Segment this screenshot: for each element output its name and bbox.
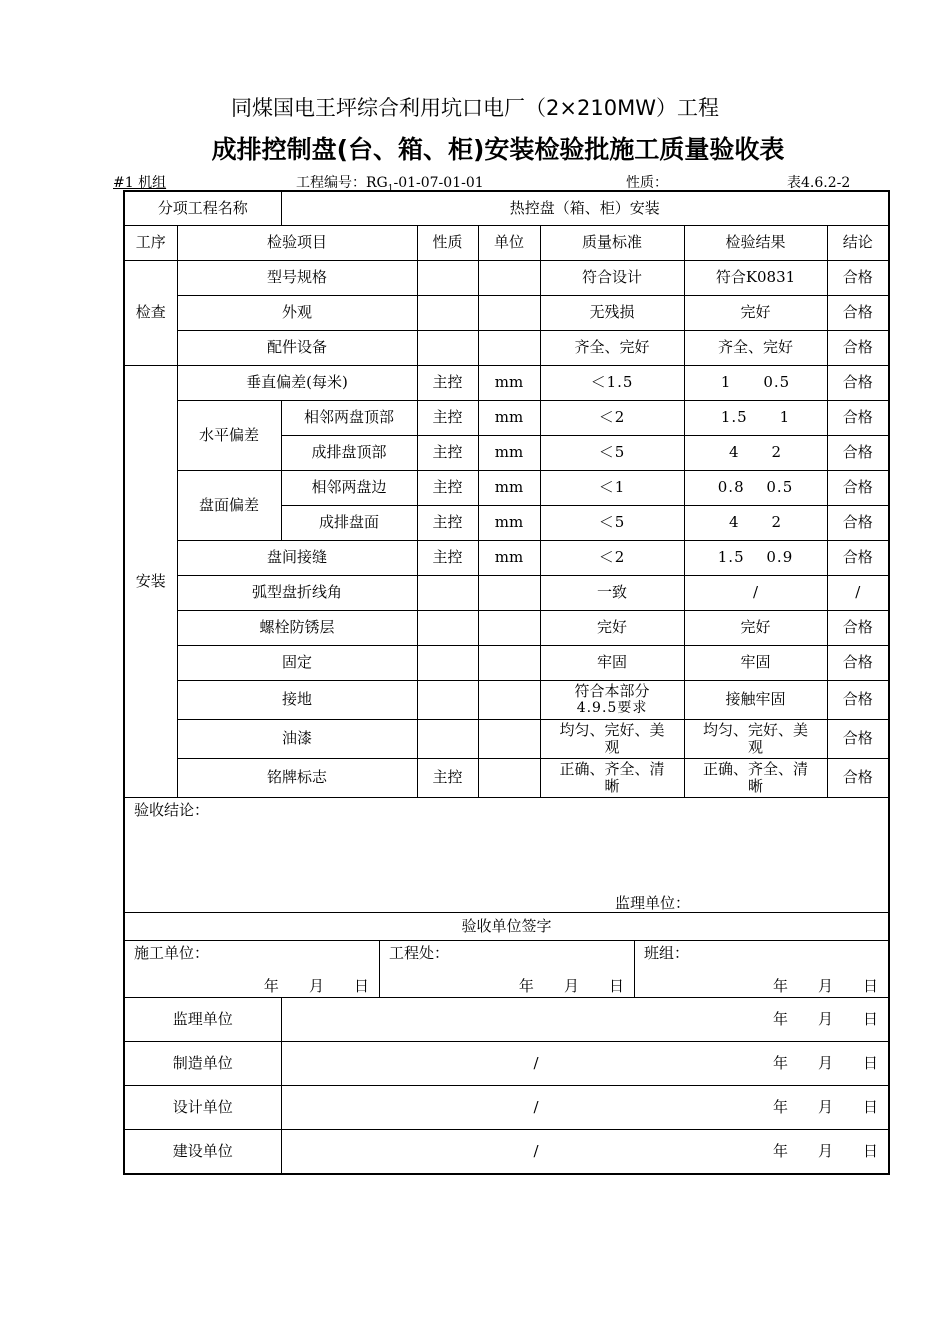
item-unit: mm bbox=[478, 435, 540, 470]
date-day: 日 bbox=[863, 1141, 879, 1160]
unit-sign-box bbox=[282, 1130, 889, 1173]
form-title: 成排控制盘(台、箱、柜)安装检验批施工质量验收表 bbox=[211, 135, 785, 164]
unit-date bbox=[773, 1143, 878, 1160]
date-month: 月 bbox=[817, 1009, 833, 1028]
date-year: 年 bbox=[772, 1009, 788, 1028]
item-name: 型号规格 bbox=[177, 260, 417, 295]
item-conclusion: 合格 bbox=[827, 260, 889, 295]
item-unit bbox=[478, 330, 540, 365]
date-year: 年 bbox=[772, 1053, 788, 1072]
col-process: 工序 bbox=[124, 225, 177, 260]
unit-sign-box bbox=[282, 1086, 889, 1129]
date-year: 年 bbox=[772, 1097, 788, 1116]
unit-label: #1 机组 bbox=[113, 175, 167, 191]
date-month: 月 bbox=[308, 976, 324, 995]
project-title: 同煤国电王坪综合利用坑口电厂（2×210MW）工程 bbox=[231, 96, 719, 120]
acceptance-cell bbox=[124, 797, 889, 912]
table-row bbox=[124, 365, 889, 400]
table-row bbox=[124, 610, 889, 645]
item-unit: mm bbox=[478, 365, 540, 400]
unit-sign-box bbox=[282, 998, 889, 1041]
unit-label: 设计单位 bbox=[124, 1085, 281, 1129]
item-result: / bbox=[684, 575, 827, 610]
table-row bbox=[124, 400, 889, 435]
date-month: 月 bbox=[817, 1097, 833, 1116]
date-year: 年 bbox=[518, 976, 534, 995]
item-nature bbox=[417, 330, 478, 365]
item-nature bbox=[417, 645, 478, 680]
item-unit bbox=[478, 575, 540, 610]
unit-date bbox=[773, 1011, 878, 1028]
date-day: 日 bbox=[863, 976, 879, 995]
item-nature: 主控 bbox=[417, 540, 478, 575]
unit-sign-row bbox=[124, 1129, 889, 1174]
item-name: 固定 bbox=[177, 645, 417, 680]
item-result bbox=[684, 719, 827, 758]
item-name: 垂直偏差(每米) bbox=[177, 365, 417, 400]
standard-line-1: 符合本部分 bbox=[574, 681, 650, 700]
item-nature: 主控 bbox=[417, 435, 478, 470]
date-month: 月 bbox=[817, 1053, 833, 1072]
signer-box bbox=[380, 941, 634, 997]
item-name: 配件设备 bbox=[177, 330, 417, 365]
item-unit bbox=[478, 719, 540, 758]
item-name: 螺栓防锈层 bbox=[177, 610, 417, 645]
table-row bbox=[124, 575, 889, 610]
standard-line-2: 观 bbox=[604, 737, 620, 756]
supervisor-label: 监理单位： bbox=[615, 893, 691, 912]
item-name: 弧型盘折线角 bbox=[177, 575, 417, 610]
item-result: 接触牢固 bbox=[684, 680, 827, 719]
item-standard: ＜1.5 bbox=[540, 365, 684, 400]
item-conclusion: 合格 bbox=[827, 505, 889, 540]
item-nature bbox=[417, 295, 478, 330]
unit-date bbox=[773, 1099, 878, 1116]
unit-label: 监理单位 bbox=[124, 997, 281, 1041]
item-unit bbox=[478, 758, 540, 797]
col-nature: 性质 bbox=[417, 225, 478, 260]
subproject-value: 热控盘（箱、柜）安装 bbox=[281, 191, 889, 225]
item-standard: 一致 bbox=[540, 575, 684, 610]
signer-engineering bbox=[380, 941, 635, 997]
item-name: 成排盘面 bbox=[281, 505, 417, 540]
nature-label: 性质： bbox=[626, 175, 668, 191]
unit-sign-row bbox=[124, 997, 889, 1041]
item-conclusion: 合格 bbox=[827, 540, 889, 575]
standard-line-1: 正确、齐全、清 bbox=[559, 759, 665, 778]
sign-header-row bbox=[124, 912, 889, 940]
unit-mark: / bbox=[533, 1053, 539, 1072]
signer-box bbox=[635, 941, 888, 997]
item-nature bbox=[417, 260, 478, 295]
project-number-code: -01-07-01-01 bbox=[393, 175, 484, 191]
item-name: 相邻两盘边 bbox=[281, 470, 417, 505]
unit-mark: / bbox=[533, 1097, 539, 1116]
signer-construction bbox=[125, 941, 380, 997]
item-standard: 牢固 bbox=[540, 645, 684, 680]
date-year: 年 bbox=[772, 1141, 788, 1160]
unit-sign-cell bbox=[281, 997, 889, 1041]
item-conclusion: 合格 bbox=[827, 400, 889, 435]
item-conclusion: 合格 bbox=[827, 365, 889, 400]
project-number-label: 工程编号： bbox=[296, 175, 366, 191]
signers-table bbox=[125, 941, 888, 997]
subproject-row bbox=[124, 191, 889, 225]
item-result: 1.5 1 bbox=[684, 400, 827, 435]
item-nature: 主控 bbox=[417, 365, 478, 400]
item-unit bbox=[478, 680, 540, 719]
table-row bbox=[124, 645, 889, 680]
unit-sign-row bbox=[124, 1041, 889, 1085]
item-standard: 齐全、完好 bbox=[540, 330, 684, 365]
item-conclusion: 合格 bbox=[827, 330, 889, 365]
item-result: 4 2 bbox=[684, 505, 827, 540]
item-nature bbox=[417, 610, 478, 645]
date-day: 日 bbox=[863, 1009, 879, 1028]
item-conclusion: 合格 bbox=[827, 295, 889, 330]
item-conclusion: 合格 bbox=[827, 435, 889, 470]
table-row bbox=[124, 295, 889, 330]
item-conclusion: 合格 bbox=[827, 758, 889, 797]
item-unit: mm bbox=[478, 505, 540, 540]
result-line-1: 正确、齐全、清 bbox=[703, 759, 809, 778]
date-day: 日 bbox=[863, 1097, 879, 1116]
item-standard bbox=[540, 758, 684, 797]
item-conclusion: 合格 bbox=[827, 645, 889, 680]
item-standard bbox=[540, 680, 684, 719]
item-standard: ＜2 bbox=[540, 540, 684, 575]
unit-label: 制造单位 bbox=[124, 1041, 281, 1085]
item-name: 铭牌标志 bbox=[177, 758, 417, 797]
signer-label: 施工单位： bbox=[134, 943, 210, 962]
table-row bbox=[124, 758, 889, 797]
item-standard: ＜1 bbox=[540, 470, 684, 505]
unit-sign-cell bbox=[281, 1129, 889, 1174]
date-month: 月 bbox=[817, 1141, 833, 1160]
col-standard: 质量标准 bbox=[540, 225, 684, 260]
signer-date bbox=[773, 978, 878, 995]
item-result: 完好 bbox=[684, 295, 827, 330]
item-standard bbox=[540, 719, 684, 758]
date-day: 日 bbox=[863, 1053, 879, 1072]
date-day: 日 bbox=[608, 976, 624, 995]
column-header-row bbox=[124, 225, 889, 260]
acceptance-box bbox=[125, 798, 888, 912]
table-row bbox=[124, 260, 889, 295]
item-conclusion: 合格 bbox=[827, 680, 889, 719]
item-nature bbox=[417, 719, 478, 758]
table-row bbox=[124, 540, 889, 575]
item-unit bbox=[478, 295, 540, 330]
signer-box bbox=[125, 941, 379, 997]
item-result: 完好 bbox=[684, 610, 827, 645]
subproject-label: 分项工程名称 bbox=[124, 191, 281, 225]
date-year: 年 bbox=[772, 976, 788, 995]
item-standard: 完好 bbox=[540, 610, 684, 645]
signer-label: 班组： bbox=[644, 943, 690, 962]
standard-line-2: 晰 bbox=[604, 776, 620, 795]
project-number-prefix: RG bbox=[366, 175, 388, 191]
item-result bbox=[684, 758, 827, 797]
acceptance-row bbox=[124, 797, 889, 912]
item-conclusion: 合格 bbox=[827, 470, 889, 505]
table-row bbox=[124, 330, 889, 365]
item-result: 牢固 bbox=[684, 645, 827, 680]
item-result: 0.8 0.5 bbox=[684, 470, 827, 505]
date-year: 年 bbox=[263, 976, 279, 995]
acceptance-conclusion-label: 验收结论： bbox=[134, 800, 210, 819]
signer-date bbox=[264, 978, 369, 995]
item-unit: mm bbox=[478, 470, 540, 505]
item-result: 齐全、完好 bbox=[684, 330, 827, 365]
item-conclusion: / bbox=[827, 575, 889, 610]
date-month: 月 bbox=[563, 976, 579, 995]
item-standard: 无残损 bbox=[540, 295, 684, 330]
item-standard: ＜2 bbox=[540, 400, 684, 435]
unit-label: 建设单位 bbox=[124, 1129, 281, 1174]
unit-sign-box bbox=[282, 1042, 889, 1085]
item-result: 4 2 bbox=[684, 435, 827, 470]
project-number-subscript: 1 bbox=[387, 183, 394, 194]
group-check: 检查 bbox=[124, 260, 177, 365]
unit-sign-row bbox=[124, 1085, 889, 1129]
standard-line-2: 4.9.5要求 bbox=[576, 699, 648, 716]
col-result: 检验结果 bbox=[684, 225, 827, 260]
item-standard: ＜5 bbox=[540, 505, 684, 540]
item-result: 1.5 0.9 bbox=[684, 540, 827, 575]
item-unit bbox=[478, 645, 540, 680]
signers-cell bbox=[124, 940, 889, 997]
unit-mark: / bbox=[533, 1141, 539, 1160]
unit-sign-cell bbox=[281, 1041, 889, 1085]
item-standard: 符合设计 bbox=[540, 260, 684, 295]
group-horizontal: 水平偏差 bbox=[177, 400, 281, 470]
group-install: 安装 bbox=[124, 365, 177, 797]
result-line-2: 晰 bbox=[748, 776, 764, 795]
table-number: 表4.6.2-2 bbox=[787, 175, 851, 191]
date-day: 日 bbox=[353, 976, 369, 995]
item-nature bbox=[417, 575, 478, 610]
item-unit: mm bbox=[478, 400, 540, 435]
col-unit: 单位 bbox=[478, 225, 540, 260]
table-row bbox=[124, 719, 889, 758]
sign-header: 验收单位签字 bbox=[124, 912, 889, 940]
standard-line-1: 均匀、完好、美 bbox=[559, 720, 665, 739]
col-item: 检验项目 bbox=[177, 225, 417, 260]
signers-row bbox=[124, 940, 889, 997]
item-conclusion: 合格 bbox=[827, 719, 889, 758]
item-unit: mm bbox=[478, 540, 540, 575]
date-month: 月 bbox=[817, 976, 833, 995]
item-unit bbox=[478, 610, 540, 645]
item-name: 相邻两盘顶部 bbox=[281, 400, 417, 435]
item-conclusion: 合格 bbox=[827, 610, 889, 645]
col-conclusion: 结论 bbox=[827, 225, 889, 260]
item-nature: 主控 bbox=[417, 758, 478, 797]
signer-team bbox=[635, 941, 889, 997]
result-line-1: 均匀、完好、美 bbox=[703, 720, 809, 739]
item-standard: ＜5 bbox=[540, 435, 684, 470]
item-name: 油漆 bbox=[177, 719, 417, 758]
unit-sign-cell bbox=[281, 1085, 889, 1129]
item-name: 接地 bbox=[177, 680, 417, 719]
unit-date bbox=[773, 1055, 878, 1072]
item-name: 成排盘顶部 bbox=[281, 435, 417, 470]
item-result: 符合K0831 bbox=[684, 260, 827, 295]
item-result: 1 0.5 bbox=[684, 365, 827, 400]
item-nature: 主控 bbox=[417, 470, 478, 505]
table-row bbox=[124, 680, 889, 719]
item-name: 外观 bbox=[177, 295, 417, 330]
result-line-2: 观 bbox=[748, 737, 764, 756]
inspection-table bbox=[123, 190, 890, 1175]
signer-label: 工程处： bbox=[389, 943, 450, 962]
item-unit bbox=[478, 260, 540, 295]
table-row bbox=[124, 470, 889, 505]
item-name: 盘间接缝 bbox=[177, 540, 417, 575]
item-nature: 主控 bbox=[417, 400, 478, 435]
signer-date bbox=[519, 978, 624, 995]
group-surface: 盘面偏差 bbox=[177, 470, 281, 540]
item-nature: 主控 bbox=[417, 505, 478, 540]
item-nature bbox=[417, 680, 478, 719]
